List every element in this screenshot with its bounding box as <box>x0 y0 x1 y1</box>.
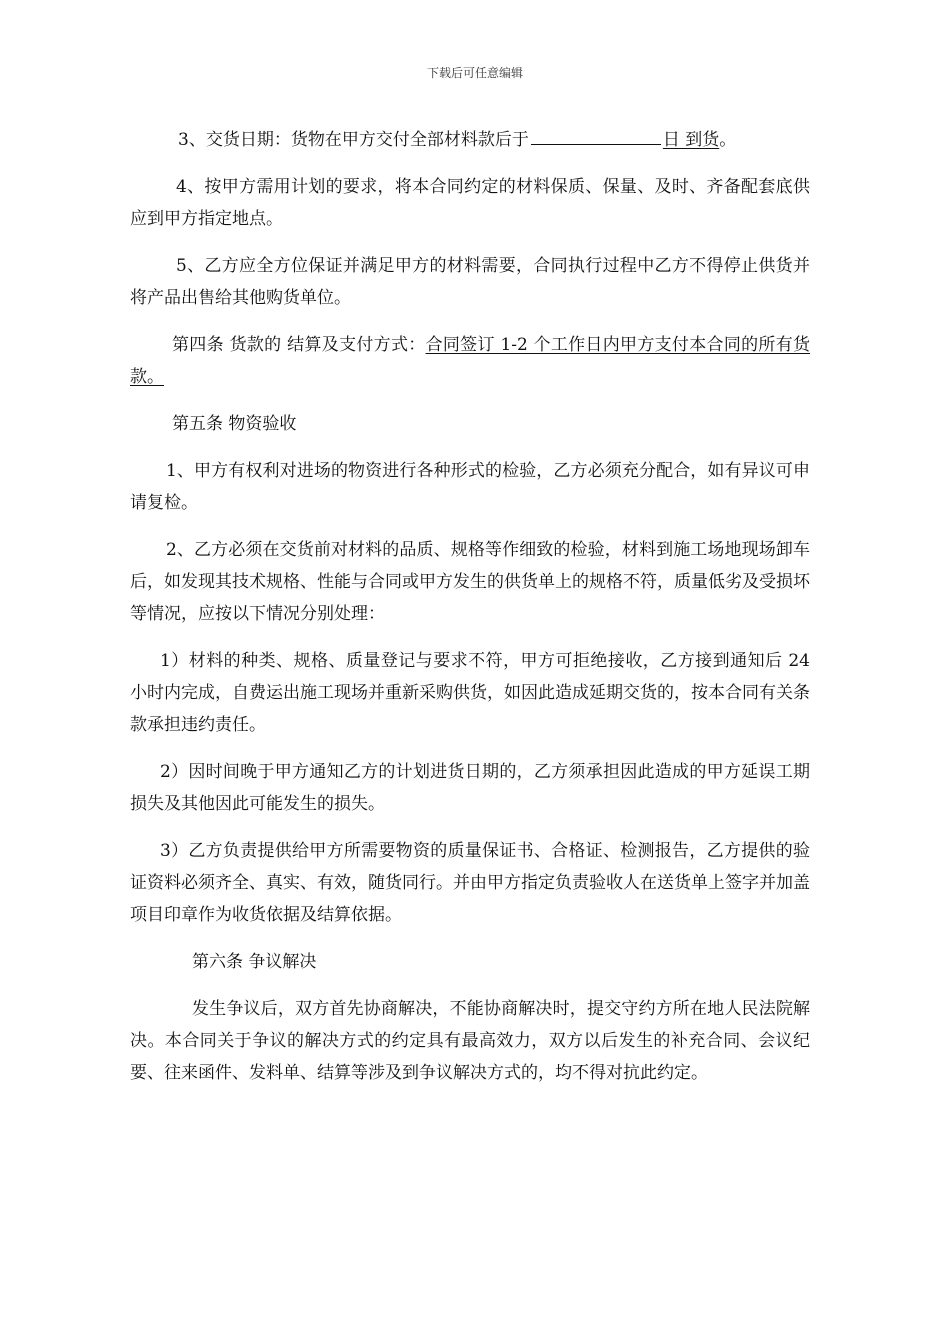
clause-nonconforming-material: 1）材料的种类、规格、质量登记与要求不符，甲方可拒绝接收，乙方接到通知后 24 小时内完成，自费运出施工现场并重新采购供货，如因此造成延期交货的，按本合同有关条款承担违约责任。 <box>130 651 810 735</box>
delivery-date-text: 3、交货日期：货物在甲方交付全部材料款后于 <box>178 130 529 150</box>
clause-inspection-right: 1、甲方有权利对进场的物资进行各种形式的检验，乙方必须充分配合，如有异议可申请复检。 <box>130 461 810 513</box>
page-header: 下载后可任意编辑 <box>426 66 523 80</box>
article-four-terms: 合同签订 1-2 个工作日内甲方支付本合同的所有货款。 <box>130 335 811 387</box>
clause-pre-delivery-inspection: 2、乙方必须在交货前对材料的品质、规格等作细致的检验，材料到施工场地现场卸车后，如发现其技术规格、性能与合同或甲方发生的供货单上的规格不符，质量低劣及受损坏等情况，应按以下情况分别处理： <box>130 540 810 624</box>
delivery-date-underlined: 日 到货 <box>662 130 720 150</box>
clause-supply-guarantee: 5、乙方应全方位保证并满足甲方的材料需要，合同执行过程中乙方不得停止供货并将产品出售给其他购货单位。 <box>130 256 810 308</box>
article-four-label: 第四条 货款的 结算及支付方式： <box>172 335 426 355</box>
clause-dispute-resolution: 发生争议后，双方首先协商解决，不能协商解决时，提交守约方所在地人民法院解决。本合同关于争议的解决方式的约定具有最高效力，双方以后发生的补充合同、会议纪要、往来函件、发料单、结算等涉及到争议解决方式的，均不得对抗此约定。 <box>130 999 810 1083</box>
article-six-heading: 第六条 争议解决 <box>192 952 317 972</box>
clause-late-delivery: 2）因时间晚于甲方通知乙方的计划进货日期的，乙方须承担因此造成的甲方延误工期损失及其他因此可能发生的损失。 <box>130 762 810 814</box>
delivery-date-blank <box>531 124 661 145</box>
article-four-payment <box>130 329 810 393</box>
article-five-heading: 第五条 物资验收 <box>172 414 297 434</box>
document-body <box>130 124 810 1104</box>
clause-supply-plan: 4、按甲方需用计划的要求，将本合同约定的材料保质、保量、及时、齐备配套底供应到甲方指定地点。 <box>130 177 810 229</box>
clause-quality-documents: 3）乙方负责提供给甲方所需要物资的质量保证书、合格证、检测报告，乙方提供的验证资料必须齐全、真实、有效，随货同行。并由甲方指定负责验收人在送货单上签字并加盖项目印章作为收货依据及结算依据。 <box>130 841 810 925</box>
delivery-date-end: 。 <box>719 130 737 150</box>
clause-delivery-date <box>130 124 810 156</box>
